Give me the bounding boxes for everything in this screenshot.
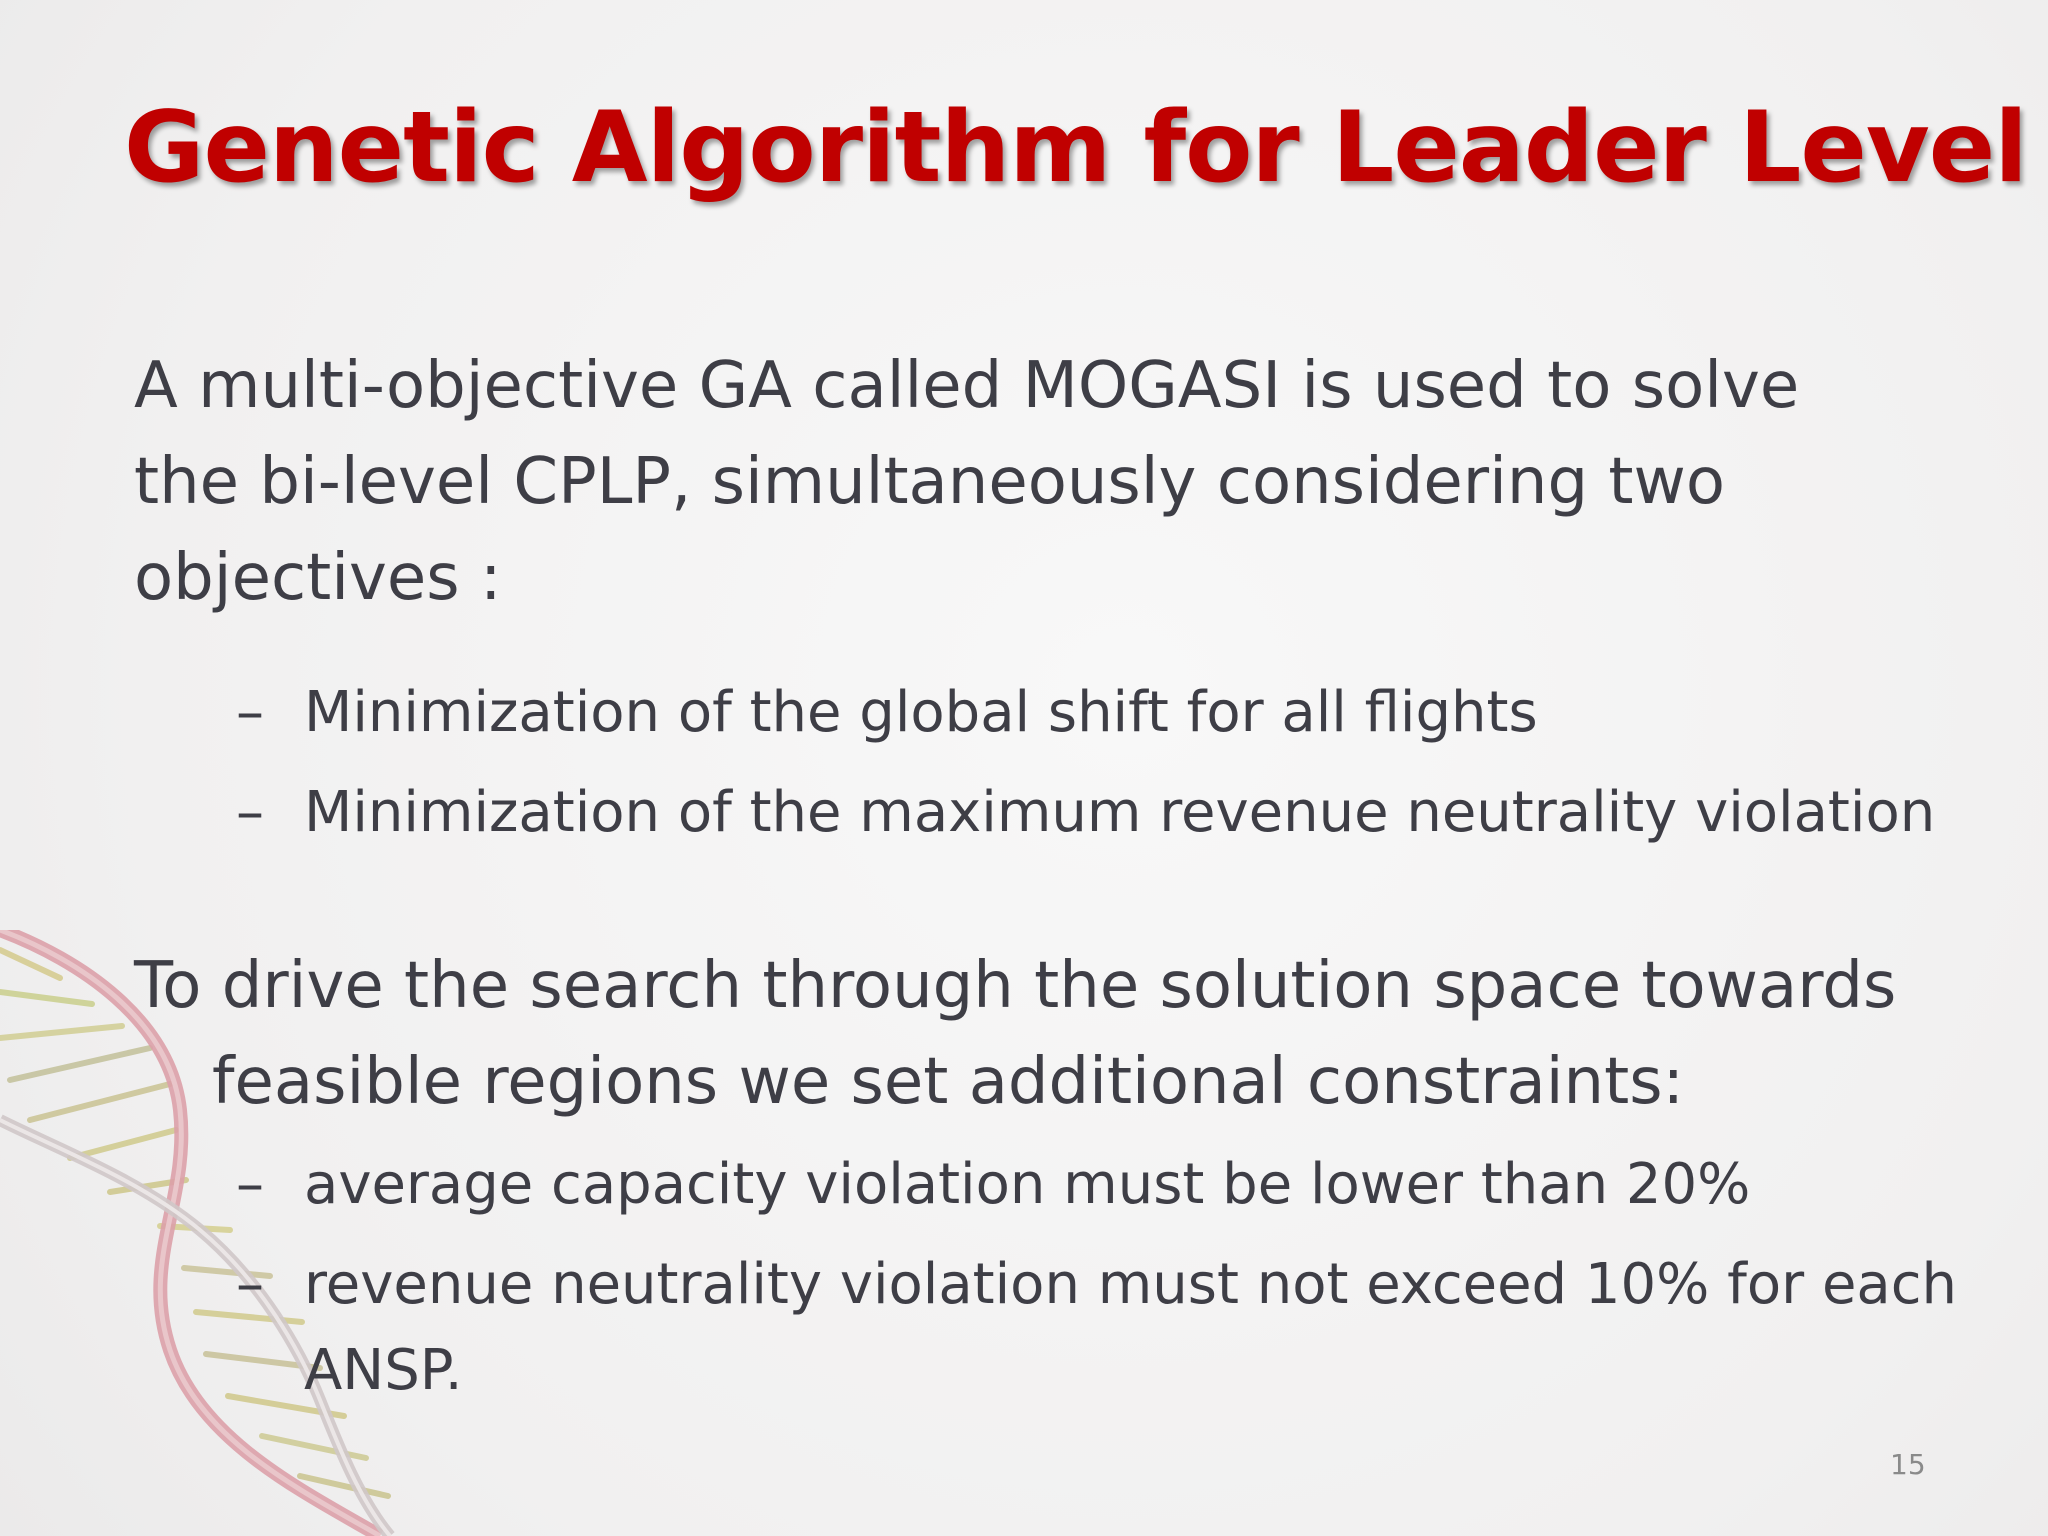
paragraph-line: objectives : — [134, 541, 502, 615]
objective-item — [236, 670, 1538, 756]
page-number: 15 — [1890, 1448, 1926, 1481]
dash-bullet-icon: – — [236, 680, 264, 745]
paragraph-objectives-intro — [134, 338, 1799, 626]
objective-text: Minimization of the maximum revenue neutrality violation — [304, 780, 1936, 845]
slide-title: Genetic Algorithm for Leader Level — [124, 91, 2027, 205]
paragraph-line: feasible regions we set additional constraints: — [212, 1045, 1685, 1119]
dash-bullet-icon: – — [236, 1152, 264, 1217]
constraint-text: average capacity violation must be lower than 20% — [304, 1152, 1751, 1217]
constraint-text-continued: ANSP. — [304, 1338, 463, 1403]
objective-text: Minimization of the global shift for all flights — [304, 680, 1538, 745]
constraint-item — [236, 1242, 1957, 1414]
paragraph-line: A multi-objective GA called MOGASI is used to solve — [134, 349, 1800, 423]
constraint-text: revenue neutrality violation must not exceed 10% for each — [304, 1252, 1958, 1317]
constraint-item — [236, 1142, 1750, 1228]
paragraph-constraints-intro — [134, 938, 1896, 1130]
dash-bullet-icon: – — [236, 780, 264, 845]
paragraph-line: the bi-level CPLP, simultaneously considering two — [134, 445, 1725, 519]
objective-item — [236, 770, 1935, 856]
paragraph-line: To drive the search through the solution space towards — [134, 949, 1897, 1023]
dash-bullet-icon: – — [236, 1252, 264, 1317]
